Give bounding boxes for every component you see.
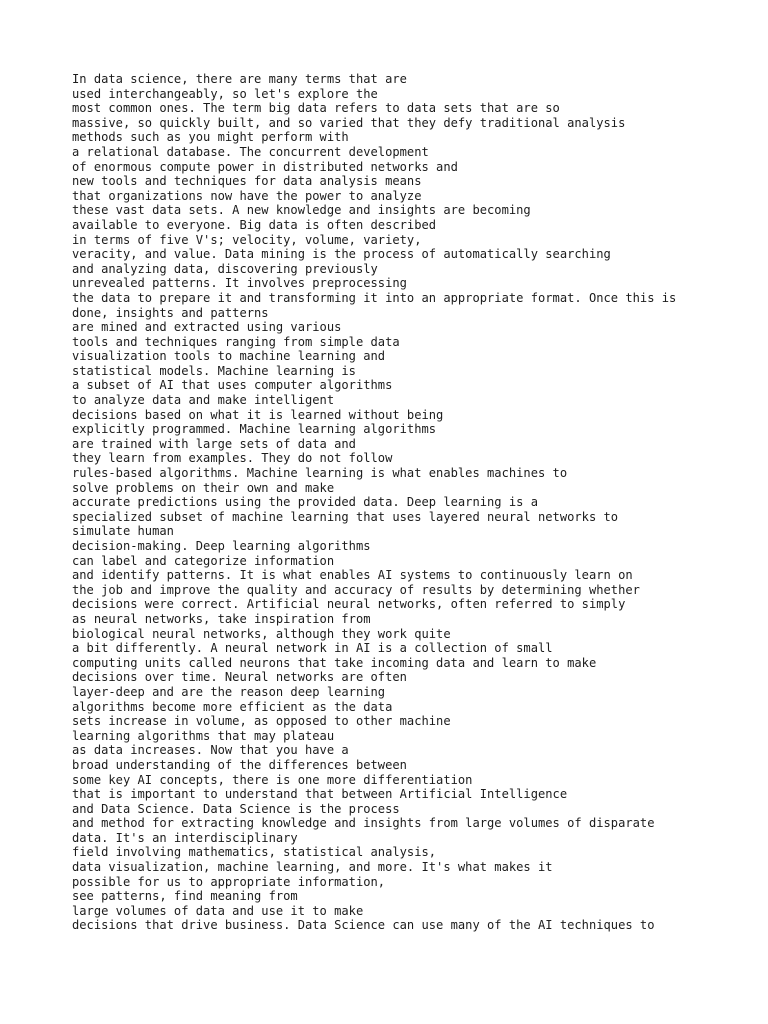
text-line: a relational database. The concurrent development (72, 144, 429, 159)
text-line: tools and techniques ranging from simple data (72, 334, 400, 349)
text-line: to analyze data and make intelligent (72, 393, 335, 408)
text-line: massive, so quickly built, and so varied that they defy traditional analysis (72, 115, 626, 130)
text-line: used interchangeably, so let's explore the (72, 86, 378, 101)
text-line: of enormous compute power in distributed networks and (72, 159, 458, 174)
text-line: sets increase in volume, as opposed to other machine (72, 714, 451, 729)
text-line: visualization tools to machine learning and (72, 349, 386, 364)
text-line: decisions over time. Neural networks are often (72, 670, 407, 685)
text-line: and method for extracting knowledge and insights from large volumes of disparate (72, 816, 655, 831)
text-line: biological neural networks, although they work quite (72, 626, 451, 641)
text-line: decision-making. Deep learning algorithms (72, 539, 371, 553)
text-line: and analyzing data, discovering previously (72, 261, 378, 276)
text-line: most common ones. The term big data refers to data sets that are so (72, 101, 560, 116)
text-line: are trained with large sets of data and (72, 436, 356, 451)
text-line: large volumes of data and use it to make (72, 903, 364, 918)
text-line: learning algorithms that may plateau (72, 728, 335, 743)
text-line: and Data Science. Data Science is the process (72, 801, 400, 816)
text-line: solve problems on their own and make (72, 480, 335, 495)
text-line: they learn from examples. They do not follow (72, 451, 393, 466)
text-line: field involving mathematics, statistical analysis, (72, 845, 437, 860)
text-line: some key AI concepts, there is one more differentiation (72, 772, 473, 787)
text-line: a subset of AI that uses computer algorithms (72, 378, 393, 393)
text-line: unrevealed patterns. It involves preprocessing (72, 276, 407, 291)
text-line: as neural networks, take inspiration from (72, 611, 371, 626)
text-line: decisions that drive business. Data Science can use many of the AI techniques to (72, 918, 655, 933)
text-line: decisions based on what it is learned without being (72, 407, 444, 422)
text-line: possible for us to appropriate information, (72, 874, 386, 889)
text-line: accurate predictions using the provided data. Deep learning is a (72, 495, 538, 510)
text-line: broad understanding of the differences between (72, 757, 407, 772)
text-line: a bit differently. A neural network in AI is a collection of small (72, 641, 553, 656)
text-line: veracity, and value. Data mining is the process of automatically searching (72, 247, 611, 262)
text-line: specialized subset of machine learning that uses layered neural networks to (72, 509, 619, 524)
text-line: the job and improve the quality and accuracy of results by determining whether (72, 582, 640, 597)
text-line: that is important to understand that between Artificial Intelligence (72, 787, 568, 802)
text-line: that organizations now have the power to analyze (72, 188, 422, 203)
text-line: simulate human (72, 524, 174, 539)
text-line: decisions were correct. Artificial neural networks, often referred to simply (72, 597, 626, 612)
text-line: layer-deep and are the reason deep learning (72, 684, 386, 699)
text-line: algorithms become more efficient as the data (72, 699, 393, 714)
text-line: explicitly programmed. Machine learning algorithms (72, 422, 437, 437)
text-line: statistical models. Machine learning is (72, 363, 356, 378)
text-line: In data science, there are many terms that are (72, 72, 407, 86)
transcript-text (72, 72, 732, 933)
text-line: are mined and extracted using various (72, 320, 342, 335)
text-line: these vast data sets. A new knowledge and insights are becoming (72, 203, 531, 218)
text-line: and identify patterns. It is what enables AI systems to continuously learn on (72, 568, 633, 583)
text-line: available to everyone. Big data is often described (72, 217, 437, 232)
text-line: computing units called neurons that take incoming data and learn to make (72, 655, 597, 670)
text-line: as data increases. Now that you have a (72, 743, 349, 758)
text-line: the data to prepare it and transforming it into an appropriate format. Once this is (72, 290, 677, 305)
text-line: see patterns, find meaning from (72, 889, 298, 904)
text-line: done, insights and patterns (72, 305, 269, 320)
text-line: new tools and techniques for data analysis means (72, 174, 422, 189)
text-line: methods such as you might perform with (72, 130, 349, 145)
text-line: in terms of five V's; velocity, volume, variety, (72, 232, 422, 247)
text-line: data. It's an interdisciplinary (72, 830, 298, 845)
text-line: can label and categorize information (72, 553, 335, 568)
text-line: data visualization, machine learning, and more. It's what makes it (72, 860, 553, 875)
text-line: rules-based algorithms. Machine learning is what enables machines to (72, 466, 568, 481)
